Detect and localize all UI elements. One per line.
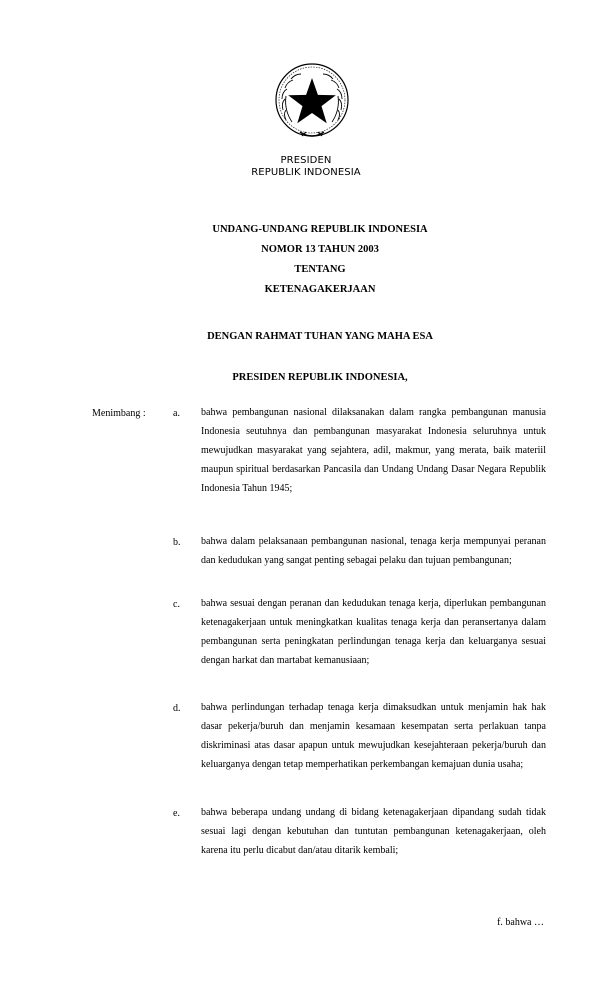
item-letter-a: a. [173, 408, 180, 419]
law-number: NOMOR 13 TAHUN 2003 [261, 244, 379, 255]
consideration-a: bahwa pembangunan nasional dilaksanakan dalam rangka pembangunan manusia Indonesia seutuhnya dan pembangunan masyarakat Indonesia seluruhnya untuk mewujudkan masyarakat yang sejahtera, adil, makmur, yang merata, baik materiil maupun spiritual berdasarkan Pancasila dan Undang Undang Dasar Negara Republik Indonesia Tahun 1945; [201, 407, 546, 494]
consideration-e: bahwa beberapa undang undang di bidang ketenagakerjaan dipandang sudah tidak sesuai lagi dengan kebutuhan dan tuntutan pembangunan ketenagakerjaan, oleh karena itu perlu dicabut dan/atau ditarik kembali; [201, 807, 546, 856]
law-subject: KETENAGAKERJAAN [264, 284, 376, 295]
item-letter-d: d. [173, 703, 181, 714]
preamble-heading: DENGAN RAHMAT TUHAN YANG MAHA ESA [207, 331, 433, 342]
president-heading: PRESIDEN REPUBLIK INDONESIA, [232, 372, 408, 383]
law-title-about: TENTANG [294, 264, 346, 275]
next-page-continuation: f. bahwa … [497, 917, 544, 928]
consideration-c: bahwa sesuai dengan peranan dan kedudukan tenaga kerja, diperlukan pembangunan ketenagakerjaan untuk meningkatkan kualitas tenaga kerja dan peransertanya dalam pembangunan serta peningkatan perlindungan tenaga kerja dan keluarganya sesuai dengan harkat dan martabat kemanusiaan; [201, 598, 546, 666]
law-title-line1: UNDANG-UNDANG REPUBLIK INDONESIA [212, 224, 428, 235]
menimbang-label: Menimbang : [92, 408, 146, 419]
item-letter-c: c. [173, 599, 180, 610]
consideration-d: bahwa perlindungan terhadap tenaga kerja dimaksudkan untuk menjamin hak hak dasar pekerja/buruh dan menjamin kesamaan kesempatan serta perlakuan tanpa diskriminasi atas dasar apapun untuk mewujudkan kesejahteraan pekerja/buruh dan keluarganya dengan tetap memperhatikan perkembangan kemajuan dunia usaha; [201, 702, 546, 770]
item-letter-e: e. [173, 808, 180, 819]
item-letter-b: b. [173, 537, 181, 548]
consideration-b: bahwa dalam pelaksanaan pembangunan nasional, tenaga kerja mempunyai peranan dan kedudukan yang sangat penting sebagai pelaku dan tujuan pembangunan; [201, 536, 546, 566]
office-title-line1: PRESIDEN [280, 155, 332, 166]
garuda-star-wreath-icon [272, 62, 352, 142]
office-title-line2: REPUBLIK INDONESIA [251, 167, 361, 178]
